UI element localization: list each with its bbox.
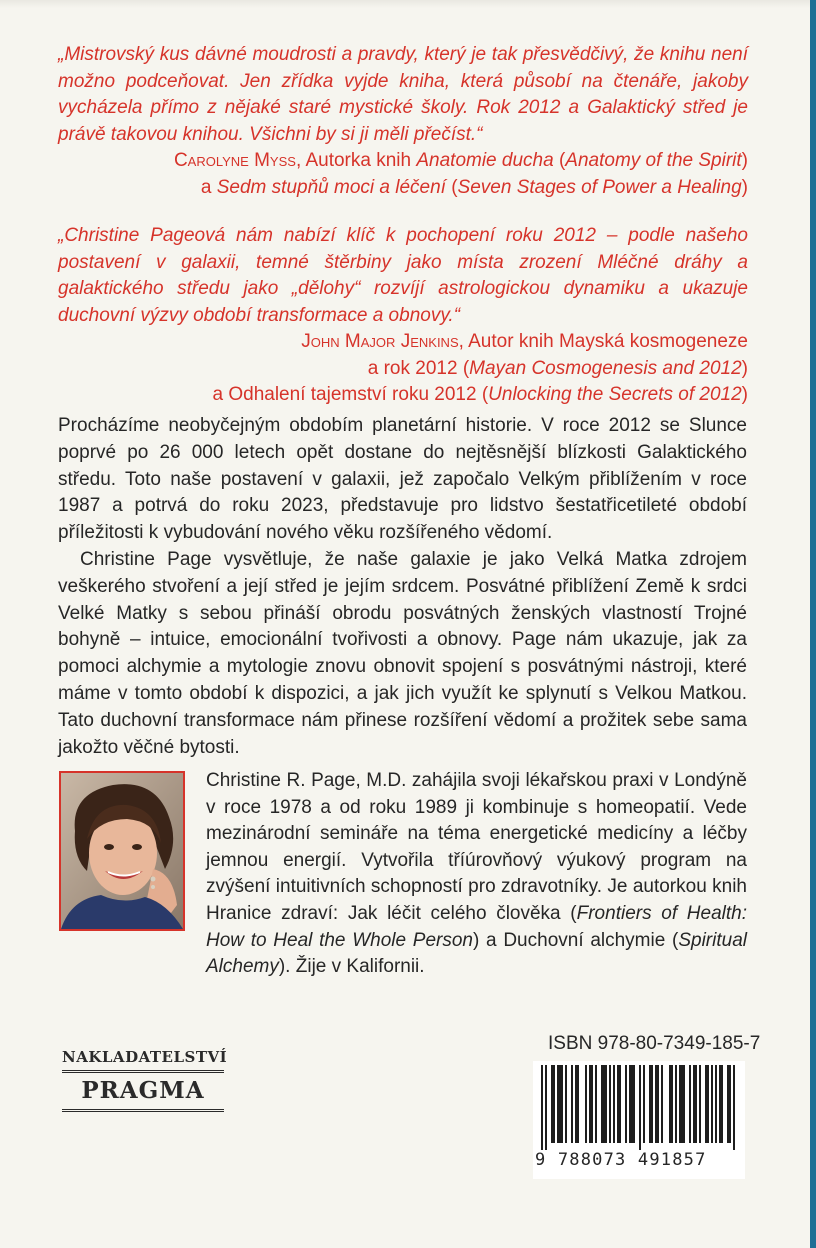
description-paragraph-2: Christine Page vysvětluje, že naše galaxie je jako Velká Matka zdrojem veškerého stvoření a její střed je jejím srdcem. Posvátné přiblížení Země k srdci Velké Matky s sebou přináší obrodu posvátných ženských vlastností Trojné bohyně – intuice, emocionální tvořivosti a obnovy. Page nám ukazuje, jak za pomoci alchymie a mytologie znovu obnovit spojení s posvátnými nástroji, které máme v tomto období k dispozici, a jak jich využít ke splynutí s Velkou Matkou. Tato duchovní transformace nám přinese rozšíření vědomí a prožitek sebe sama jakožto věčné bytosti. (58, 548, 747, 758)
bio-title-2: Spiritual Alchemy (206, 929, 747, 978)
quote-2-author: John Major Jenkins (301, 331, 459, 352)
quote-1-text: „Mistrovský kus dávné moudrosti a pravdy, který je tak přesvědčivý, že knihu není možno podceňovat. Jen zřídka vyjde kniha, která působí na čtenáře, jakoby vycházela přímo z nějaké staré mystické školy. Rok 2012 a Galaktický střed je právě takovou knihou. Všichni by si ji měli přečíst.“ (58, 44, 748, 145)
description-paragraph-1: Procházíme neobyčejným obdobím planetární historie. V roce 2012 se Slunce poprvé po 26 000 letech opět dostane do nejtěsnější blízkosti Galaktického středu. Toto naše postavení v galaxii, jež započalo Velkým přiblížením v roce 1987 a potrvá do roku 2023, představuje pro lidstvo šestatřicetileté období příležitosti k vybudování nového věku rozšířeného vědomí. (58, 415, 747, 544)
author-portrait-image (61, 773, 183, 929)
page-top-edge (0, 0, 816, 8)
quote-1-attribution: Carolyne Myss, Autorka knih Anatomie ducha (Anatomy of the Spirit) a Sedm stupňů moci a léčení (Seven Stages of Power a Healing) (173, 150, 748, 198)
quote-1-author: Carolyne Myss (173, 150, 296, 171)
isbn-label: ISBN 978-80-7349-185-7 (548, 1033, 761, 1054)
publisher-label: NAKLADATELSTVÍ (62, 1048, 228, 1066)
publisher-logo (62, 1048, 228, 1112)
book-description (58, 413, 747, 761)
quote-2-text: „Christine Pageová nám nabízí klíč k pochopení roku 2012 – podle našeho postavení v galaxii, temné štěrbiny jako místa zrození Mléčné dráhy a galaktického středu jako „dělohy“ rozvíjí astrologickou dynamiku a ukazuje duchovní výzvy období transformace a obnovy.“ (58, 225, 748, 326)
barcode-digits: 9 788073 491857 (535, 1150, 745, 1170)
author-bio: Christine R. Page, M.D. zahájila svoji lékařskou praxi v Londýně v roce 1978 a od roku 1989 ji kombinuje s homeopatií. Vede mezinárodní semináře na téma energetické medicíny a léčby jemnou energií. Vytvořila tříúrovňový výukový program na zvýšení intuitivních schopností pro zdravotníky. Je autorkou knih Hranice zdraví: Jak léčit celého člověka (Frontiers of Health: How to Heal the Whole Person) a Duchovní alchymie (Spiritual Alchemy). Žije v Kalifornii. (206, 770, 747, 978)
bio-title-1: Frontiers of Health: How to Heal the Whole Person (206, 902, 747, 951)
quote-2-attribution: John Major Jenkins, Autor knih Mayská kosmogeneze a rok 2012 (Mayan Cosmogenesis and 2012) a Odhalení tajemství roku 2012 (Unlocking the Secrets of 2012) (212, 331, 748, 405)
page-right-edge (810, 0, 816, 1248)
author-photo (59, 771, 185, 931)
barcode-bars-icon (533, 1061, 745, 1151)
publisher-name: PRAGMA (62, 1070, 224, 1112)
endorsements (58, 42, 748, 409)
